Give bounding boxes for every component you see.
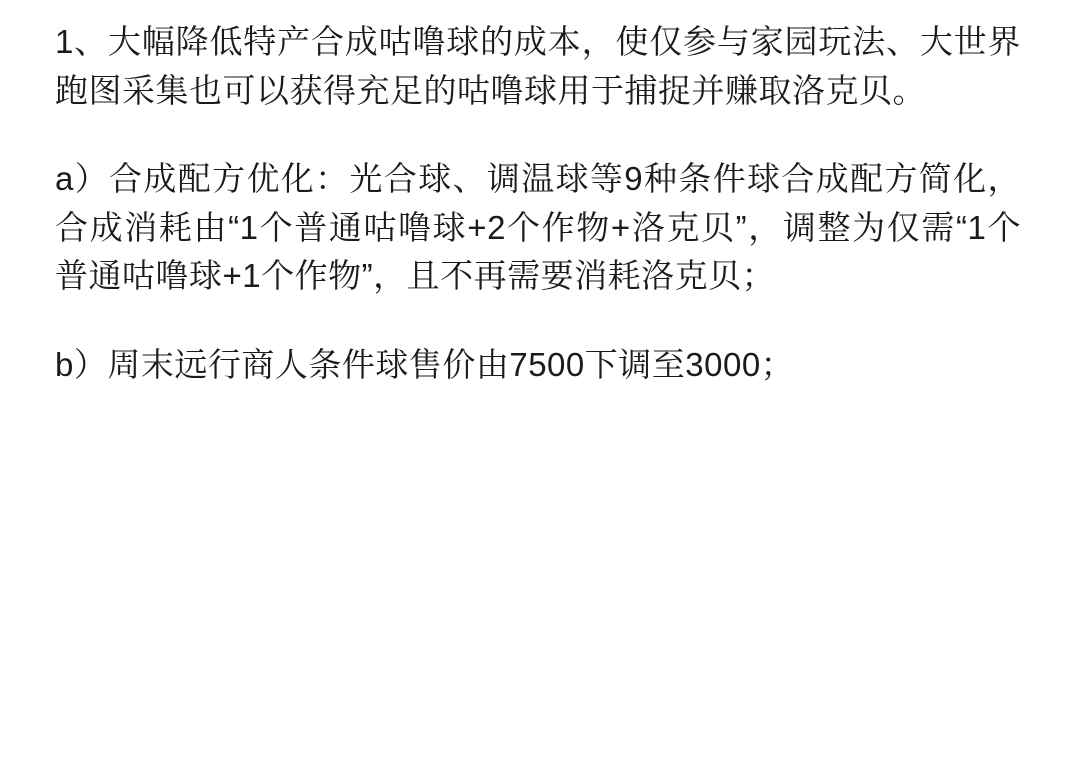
paragraph-item-1: 1、大幅降低特产合成咕噜球的成本，使仅参与家园玩法、大世界跑图采集也可以获得充足的咕噜球用于捕捉并赚取洛克贝。 [55, 23, 1021, 109]
paragraph-item-a: a）合成配方优化：光合球、调温球等9种条件球合成配方简化，合成消耗由“1个普通咕噜球+2个作物+洛克贝”，调整为仅需“1个普通咕噜球+1个作物”，且不再需要消耗洛克贝； [55, 160, 1021, 294]
paragraph-item-b: b）周末远行商人条件球售价由7500下调至3000； [55, 345, 795, 383]
